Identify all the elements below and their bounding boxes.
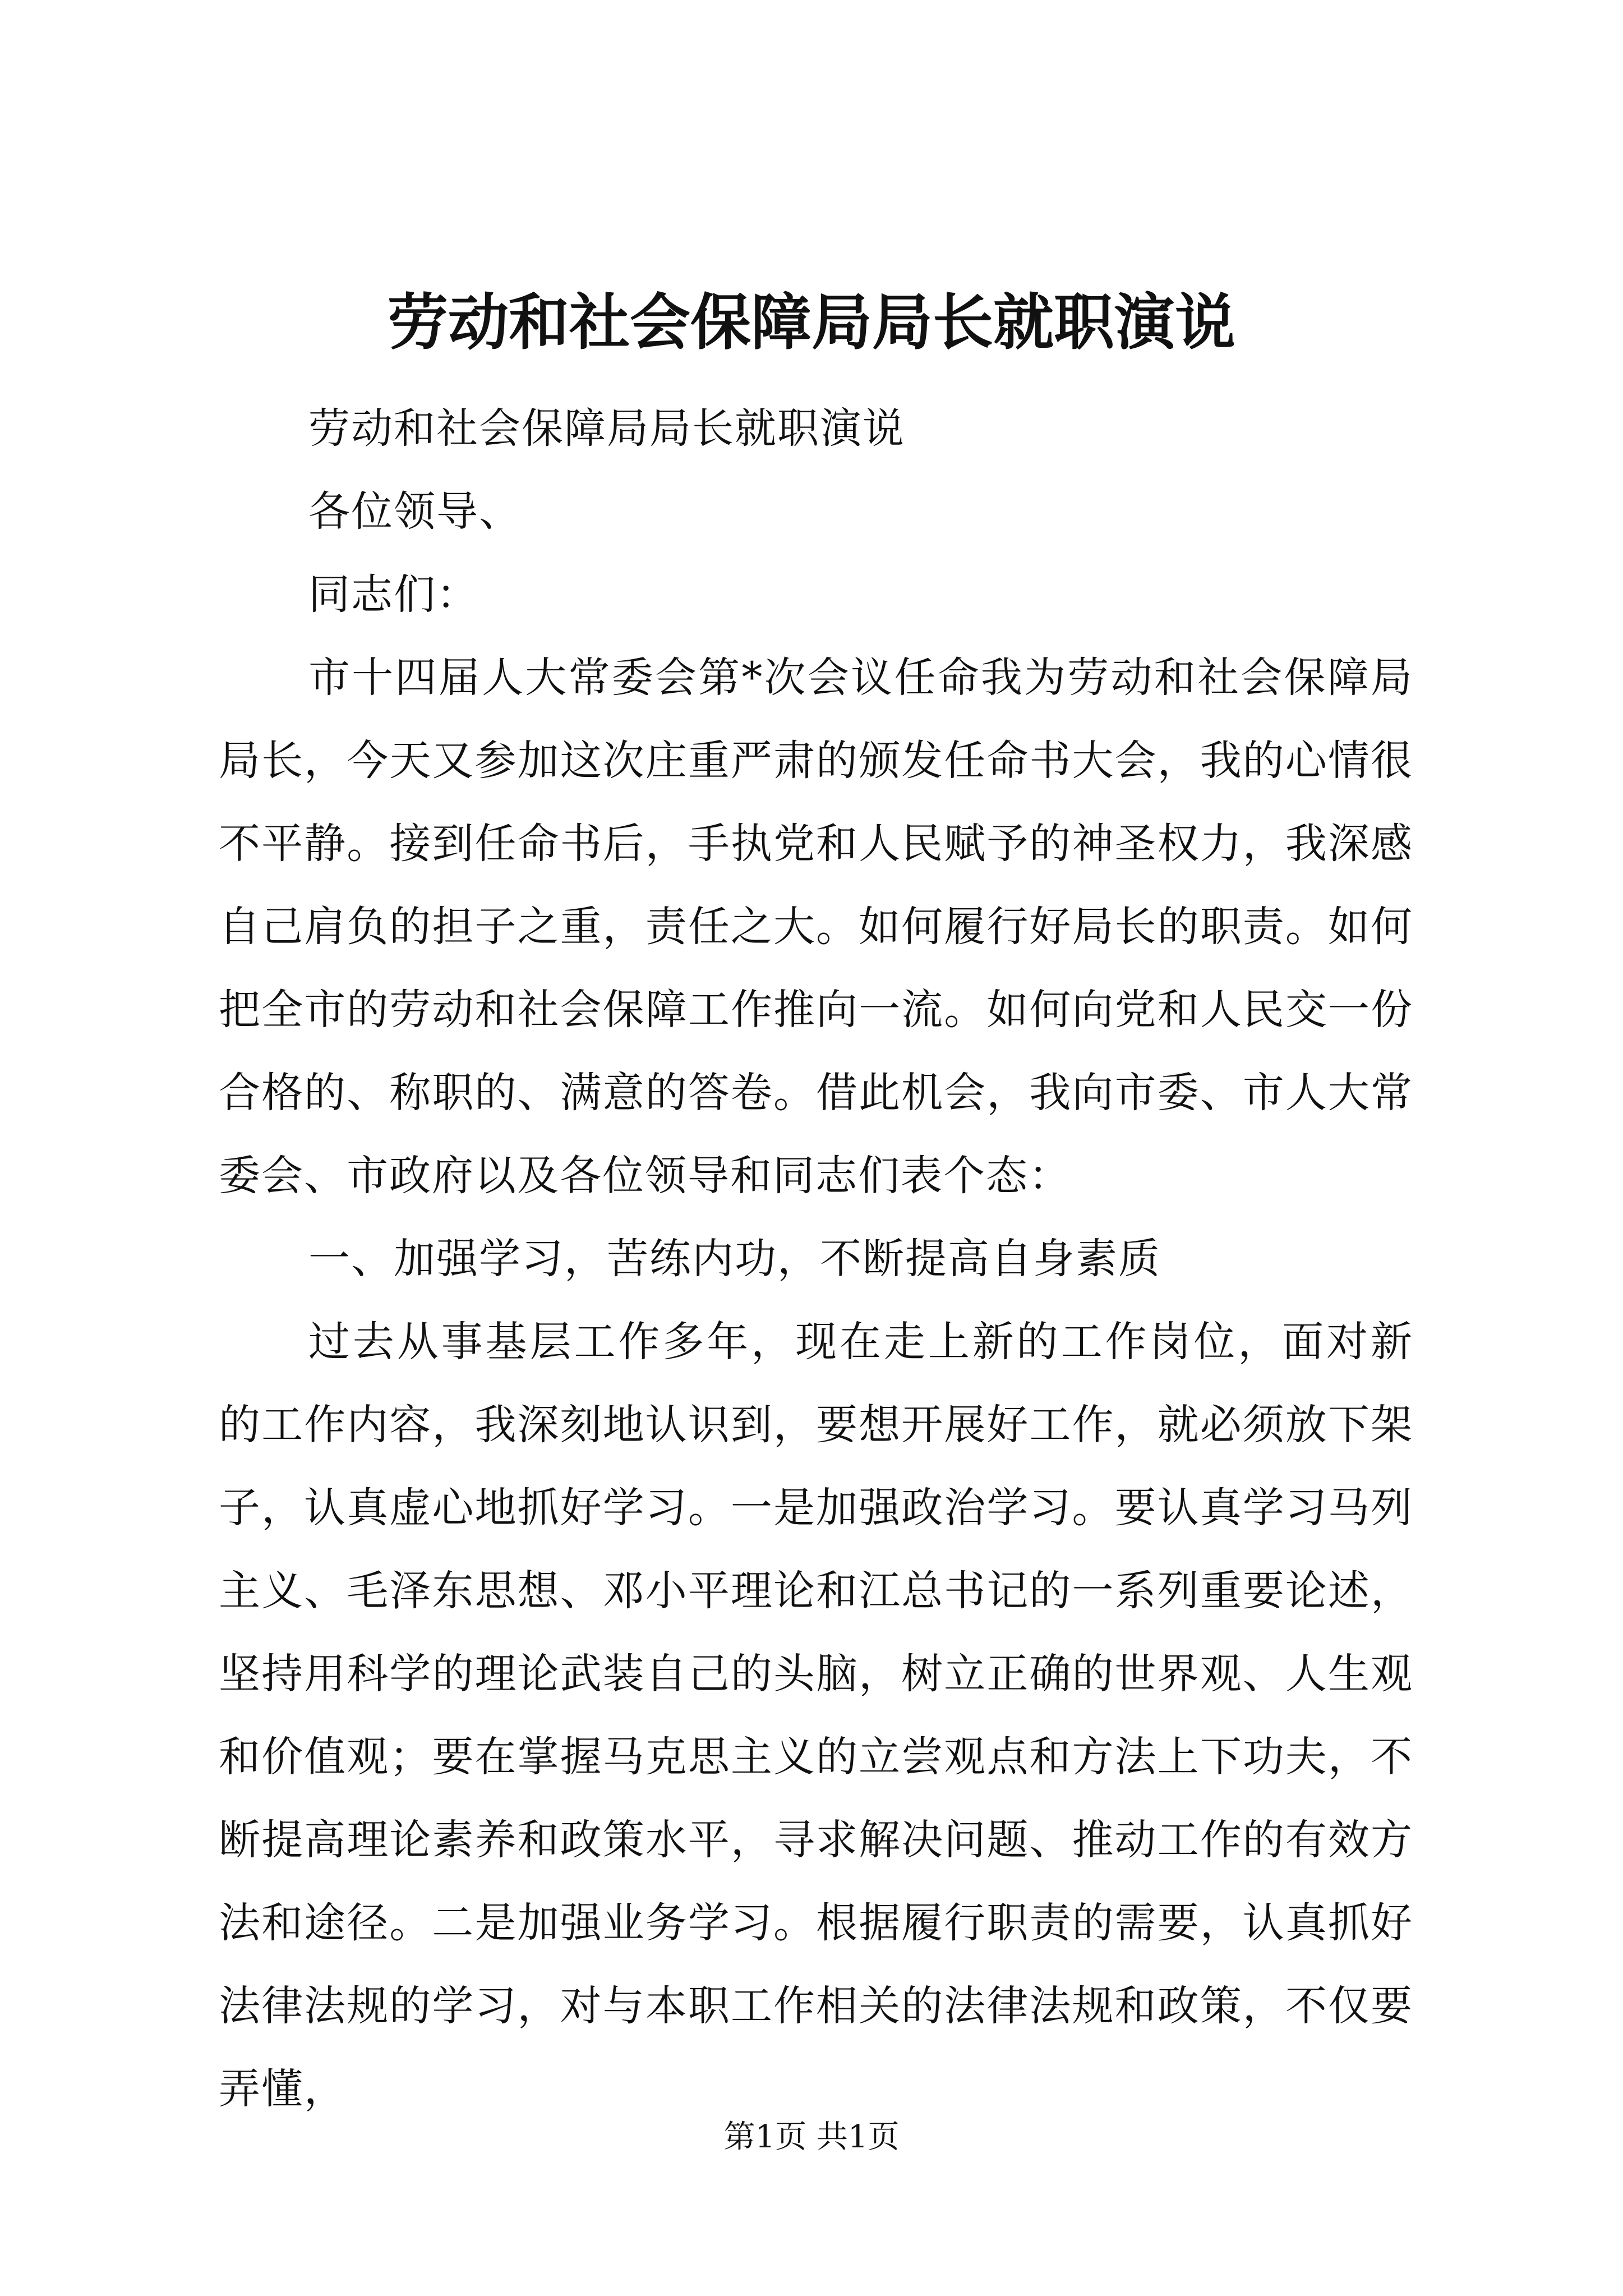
body-paragraph: 市十四届人大常委会第*次会议任命我为劳动和社会保障局局长，今天又参加这次庄重严肃的颁发任命书大会，我的心情很不平静。接到任命书后，手执党和人民赋予的神圣权力，我深感自己肩负的担子之重，责任之大。如何履行好局长的职责。如何把全市的劳动和社会保障工作推向一流。如何向党和人民交一份合格的、称职的、满意的答卷。借此机会，我向市委、市人大常委会、市政府以及各位领导和同志们表个态： <box>219 654 1413 1200</box>
body-paragraph: 过去从事基层工作多年，现在走上新的工作岗位，面对新的工作内容，我深刻地认识到，要想开展好工作，就必须放下架子，认真虚心地抓好学习。一是加强政治学习。要认真学习马列主义、毛泽东思想、邓小平理论和江总书记的一系列重要论述，坚持用科学的理论武装自己的头脑，树立正确的世界观、人生观和价值观；要在掌握马克思主义的立尝观点和方法上下功夫，不断提高理论素养和政策水平，寻求解决问题、推动工作的有效方法和途径。二是加强业务学习。根据履行职责的需要，认真抓好法律法规的学习，对与本职工作相关的法律法规和政策，不仅要弄懂， <box>219 1318 1413 2113</box>
salutation-line-2: 同志们： <box>308 570 479 619</box>
salutation-line-1: 各位领导、 <box>308 487 522 536</box>
document-title: 劳动和社会保障局局长就职演说 <box>387 287 1235 358</box>
section-heading: 一、加强学习，苦练内功，不断提高自身素质 <box>308 1235 1161 1283</box>
page-footer: 第1页 共1页 <box>723 2119 900 2155</box>
document-body <box>219 387 1413 2131</box>
document-subtitle: 劳动和社会保障局局长就职演说 <box>308 404 905 453</box>
